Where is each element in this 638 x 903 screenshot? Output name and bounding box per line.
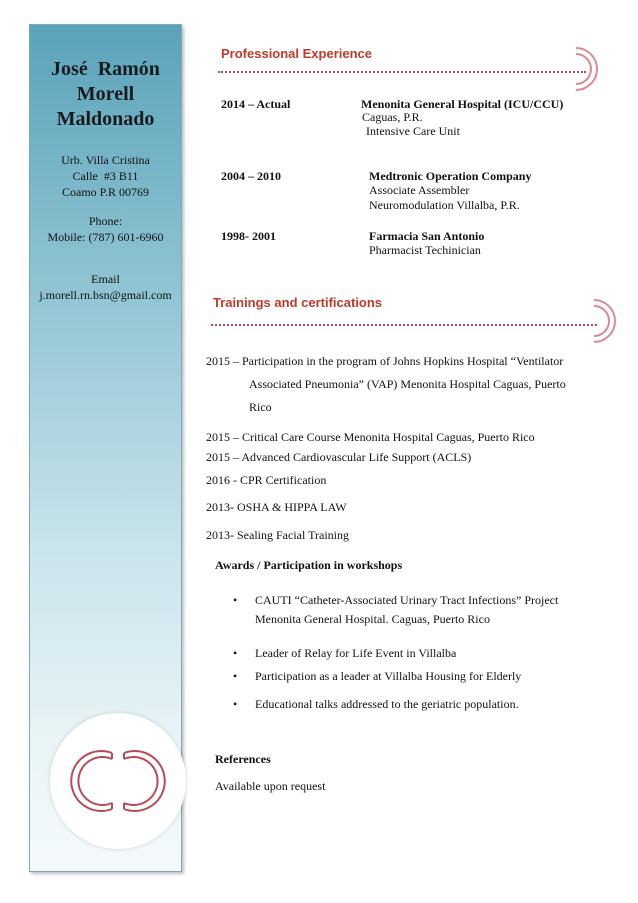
phone-block: [30, 213, 181, 245]
award-text: Leader of Relay for Life Event in Villalba: [255, 646, 457, 660]
experience-date: 2004 – 2010: [221, 169, 281, 183]
email-address[interactable]: j.morell.rn.bsn@gmail.com: [39, 288, 172, 302]
experience-heading: Professional Experience: [221, 46, 373, 61]
experience-date: 1998- 2001: [221, 229, 276, 243]
candidate-name: [30, 57, 181, 132]
awards-heading: Awards / Participation in workshops: [215, 558, 403, 572]
training-item: 2013- OSHA & HIPPA LAW: [206, 500, 347, 514]
experience-detail: Associate Assembler: [369, 183, 470, 197]
bullet-icon: •: [233, 646, 238, 660]
name-line-3: Maldonado: [56, 108, 155, 130]
bracket-decoration-icon: [590, 298, 616, 344]
training-item: 2015 – Critical Care Course Menonita Hospital Caguas, Puerto Rico: [206, 430, 535, 444]
references-text: Available upon request: [215, 779, 326, 793]
award-text: [255, 591, 558, 629]
bullet-icon: •: [233, 697, 238, 711]
experience-employer: Menonita General Hospital (ICU/CCU): [361, 97, 564, 111]
training-item-continued: Associated Pneumonia” (VAP) Menonita Hospital Caguas, Puerto: [249, 377, 566, 391]
cd-logo-icon: [50, 713, 186, 849]
training-item: 2016 - CPR Certification: [206, 473, 327, 487]
phone-label: Phone:: [88, 214, 123, 228]
experience-detail: Caguas, P.R.: [362, 110, 423, 124]
name-line-1: José Ramón: [51, 58, 160, 80]
bracket-decoration-icon: [572, 46, 598, 92]
experience-detail: Intensive Care Unit: [366, 124, 460, 138]
bullet-icon: •: [233, 669, 238, 683]
award-line: Menonita General Hospital. Caguas, Puerto Rico: [255, 612, 490, 626]
trainings-divider: [211, 324, 597, 326]
training-item: 2013- Sealing Facial Training: [206, 528, 349, 542]
experience-employer: Medtronic Operation Company: [369, 169, 532, 183]
experience-detail: Pharmacist Techinician: [369, 243, 481, 257]
address-line-2: Calle #3 B11: [72, 169, 139, 183]
address-block: [30, 152, 181, 200]
award-text: Participation as a leader at Villalba Housing for Elderly: [255, 669, 522, 683]
bullet-icon: •: [233, 593, 238, 607]
award-text: Educational talks addressed to the geriatric population.: [255, 697, 519, 711]
award-line: CAUTI “Catheter-Associated Urinary Tract Infections” Project: [255, 593, 559, 607]
name-line-2: Morell: [76, 83, 135, 105]
trainings-heading: Trainings and certifications: [213, 295, 383, 310]
experience-employer: Farmacia San Antonio: [369, 229, 485, 243]
address-line-1: Urb. Villa Cristina: [61, 153, 150, 167]
references-heading: References: [215, 752, 271, 766]
email-label: Email: [91, 272, 120, 286]
email-block: [24, 271, 187, 303]
training-item: 2015 – Participation in the program of Johns Hopkins Hospital “Ventilator: [206, 354, 564, 368]
logo-emblem: [50, 713, 186, 849]
experience-divider: [218, 71, 586, 73]
training-item-continued: Rico: [249, 400, 272, 414]
address-line-3: Coamo P.R 00769: [61, 185, 149, 199]
phone-number: Mobile: (787) 601-6960: [47, 230, 164, 244]
experience-detail: Neuromodulation Villalba, P.R.: [369, 198, 520, 212]
experience-date: 2014 – Actual: [221, 97, 291, 111]
training-item: 2015 – Advanced Cardiovascular Life Support (ACLS): [206, 450, 472, 464]
